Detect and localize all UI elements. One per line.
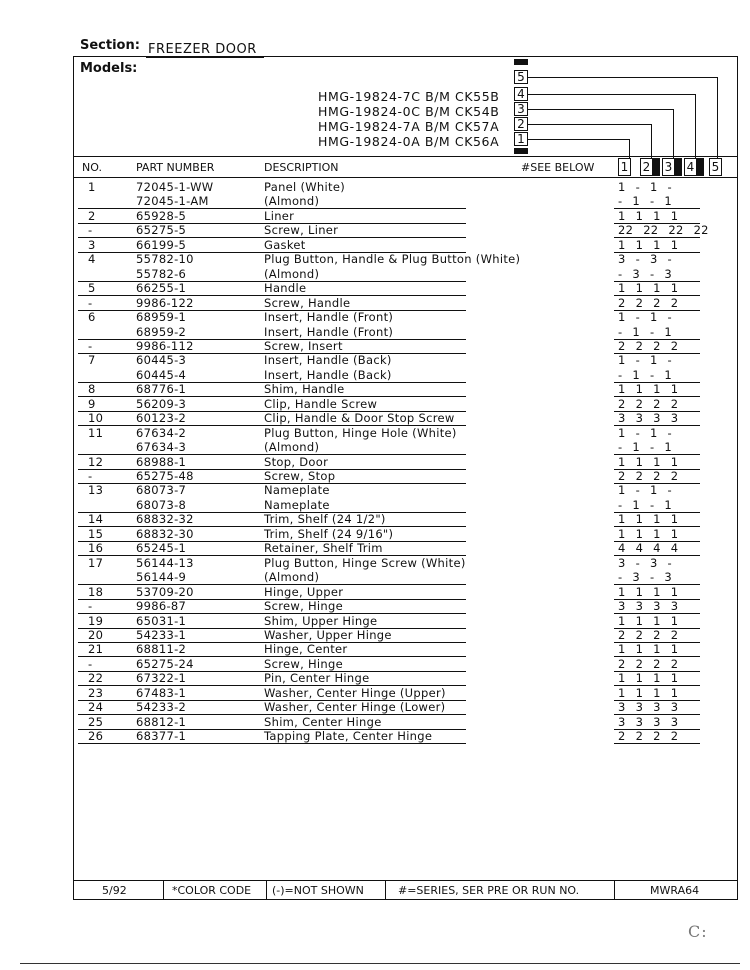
leader-drop-4 [695,94,696,158]
row-item-number: 5 [88,281,96,295]
column-box-divider [653,158,660,176]
leader-line-5 [528,77,717,78]
row-description: Panel (White) [264,180,345,194]
header-no: NO. [82,161,102,174]
row-part-number: 66255-1 [136,281,187,295]
row-part-number: 68811-2 [136,642,187,656]
row-quantities: 1 - 1 - [618,310,672,324]
row-item-number: 21 [88,642,104,656]
row-quantities: 3 3 3 3 [618,700,679,714]
row-item-number: 16 [88,541,104,555]
row-quantities: 1 1 1 1 [618,281,679,295]
row-description: Pin, Center Hinge [264,671,370,685]
column-box-divider [697,158,704,176]
selector-box-2: 2 [514,117,528,131]
row-item-number: - [88,657,93,671]
row-description: (Almond) [264,570,320,584]
row-item-number: 10 [88,411,104,425]
row-quantities: 1 1 1 1 [618,238,679,252]
row-quantities: 2 2 2 2 [618,469,679,483]
row-quantities: 1 1 1 1 [618,686,679,700]
row-quantities: 1 1 1 1 [618,527,679,541]
row-description: Screw, Stop [264,469,336,483]
row-quantities: 2 2 2 2 [618,729,679,743]
column-box-1: 1 [618,158,631,176]
leader-drop-3 [673,109,674,158]
row-quantities: - 1 - 1 [618,368,672,382]
row-quantities: 3 - 3 - [618,556,672,570]
row-description: Shim, Upper Hinge [264,614,378,628]
row-quantities: 3 3 3 3 [618,599,679,613]
row-quantities: 1 - 1 - [618,426,672,440]
row-item-number: 3 [88,238,96,252]
model-line-2: HMG-19824-0C B/M CK54B [318,104,500,119]
row-description: Plug Button, Hinge Hole (White) [264,426,457,440]
row-part-number: 68377-1 [136,729,187,743]
row-part-number: 60445-3 [136,353,187,367]
selector-box-4: 4 [514,87,528,101]
selector-cap-bottom [514,148,528,154]
row-quantities: 1 - 1 - [618,353,672,367]
row-part-number: 68073-8 [136,498,187,512]
footer-not-shown: (-)=NOT SHOWN [272,884,364,897]
row-part-number: 67634-3 [136,440,187,454]
row-description: Shim, Center Hinge [264,715,382,729]
row-item-number: 22 [88,671,104,685]
row-description: Plug Button, Handle & Plug Button (White) [264,252,521,266]
row-quantities: 1 - 1 - [618,483,672,497]
header-see-below: #SEE BELOW [521,161,595,174]
section-title: FREEZER DOOR [148,42,257,57]
row-rule [78,743,466,744]
row-quantities: 1 1 1 1 [618,614,679,628]
row-quantities: - 1 - 1 [618,194,672,208]
row-description: Washer, Center Hinge (Lower) [264,700,446,714]
row-quantities: 1 1 1 1 [618,382,679,396]
row-part-number: 60445-4 [136,368,187,382]
footer-divider [266,880,267,900]
row-description: Insert, Handle (Front) [264,325,394,339]
row-part-number: 67483-1 [136,686,187,700]
row-item-number: - [88,599,93,613]
header-part-number: PART NUMBER [136,161,215,174]
row-description: Plug Button, Hinge Screw (White) [264,556,466,570]
row-description: (Almond) [264,194,320,208]
footer-series: #=SERIES, SER PRE OR RUN NO. [398,884,580,897]
footer-date: 5/92 [102,884,127,897]
row-quantities: 2 2 2 2 [618,628,679,642]
row-part-number: 65031-1 [136,614,187,628]
header-rule-top [74,156,737,157]
row-part-number: 72045-1-WW [136,180,214,194]
row-item-number: - [88,296,93,310]
row-item-number: 25 [88,715,104,729]
row-description: Clip, Handle Screw [264,397,378,411]
row-part-number: 68073-7 [136,483,187,497]
row-item-number: 7 [88,353,96,367]
leader-line-4 [528,94,695,95]
row-part-number: 68776-1 [136,382,187,396]
model-line-4: HMG-19824-0A B/M CK56A [318,134,500,149]
row-item-number: 9 [88,397,96,411]
leader-line-2 [528,124,651,125]
leader-line-1 [528,139,629,140]
row-part-number: 66199-5 [136,238,187,252]
row-quantities: 1 1 1 1 [618,671,679,685]
row-quantities: 22 22 22 22 [618,223,709,237]
column-box-4: 4 [684,158,697,176]
row-description: Shim, Handle [264,382,345,396]
row-quantities: 2 2 2 2 [618,296,679,310]
footer-divider [163,880,164,900]
row-item-number: 20 [88,628,104,642]
row-description: Hinge, Upper [264,585,344,599]
row-quantities: - 3 - 3 [618,267,672,281]
row-part-number: 9986-112 [136,339,194,353]
row-part-number: 54233-1 [136,628,187,642]
row-description: Handle [264,281,307,295]
row-item-number: 2 [88,209,96,223]
model-line-1: HMG-19824-7C B/M CK55B [318,89,500,104]
row-part-number: 54233-2 [136,700,187,714]
row-quantities: 3 - 3 - [618,252,672,266]
row-description: Washer, Upper Hinge [264,628,392,642]
column-box-2: 2 [640,158,653,176]
row-item-number: 8 [88,382,96,396]
row-item-number: 15 [88,527,104,541]
leader-line-3 [528,109,673,110]
row-description: (Almond) [264,267,320,281]
row-part-number: 68812-1 [136,715,187,729]
row-item-number: 12 [88,455,104,469]
row-item-number: 26 [88,729,104,743]
selector-box-1: 1 [514,132,528,146]
row-item-number: 11 [88,426,104,440]
leader-drop-2 [651,124,652,158]
row-quantities: 1 1 1 1 [618,512,679,526]
row-item-number: 24 [88,700,104,714]
row-description: Screw, Hinge [264,657,343,671]
row-quantities: 1 1 1 1 [618,642,679,656]
row-part-number: 68959-1 [136,310,187,324]
row-description: Stop, Door [264,455,329,469]
row-part-number: 65245-1 [136,541,187,555]
row-quantities: - 1 - 1 [618,325,672,339]
row-quantities: 1 1 1 1 [618,455,679,469]
row-quantities: 1 1 1 1 [618,585,679,599]
row-part-number: 68959-2 [136,325,187,339]
row-description: Insert, Handle (Back) [264,368,392,382]
row-part-number: 56209-3 [136,397,187,411]
row-description: Clip, Handle & Door Stop Screw [264,411,455,425]
row-part-number: 56144-9 [136,570,187,584]
row-item-number: 4 [88,252,96,266]
header-description: DESCRIPTION [264,161,339,174]
row-description: Screw, Handle [264,296,351,310]
section-label: Section: [80,38,140,53]
row-description: Screw, Insert [264,339,343,353]
row-part-number: 68988-1 [136,455,187,469]
page-bottom-rule [20,963,740,964]
row-quantities: 1 1 1 1 [618,209,679,223]
row-item-number: 1 [88,180,96,194]
row-quantities: 4 4 4 4 [618,541,679,555]
row-part-number: 55782-10 [136,252,194,266]
footer-divider [614,880,615,900]
row-part-number: 65928-5 [136,209,187,223]
row-description: Washer, Center Hinge (Upper) [264,686,446,700]
header-rule-bottom [74,177,737,178]
row-quantities: 2 2 2 2 [618,339,679,353]
row-quantities: 1 - 1 - [618,180,672,194]
column-box-divider [675,158,682,176]
selector-box-3: 3 [514,102,528,116]
row-quantities: 2 2 2 2 [618,657,679,671]
row-item-number: 18 [88,585,104,599]
row-part-number: 67634-2 [136,426,187,440]
row-part-number: 56144-13 [136,556,194,570]
row-part-number: 65275-48 [136,469,194,483]
models-label: Models: [80,61,138,76]
row-description: Insert, Handle (Back) [264,353,392,367]
row-item-number: 13 [88,483,104,497]
row-description: Insert, Handle (Front) [264,310,394,324]
row-quantities: - 1 - 1 [618,498,672,512]
row-description: Liner [264,209,295,223]
model-line-3: HMG-19824-7A B/M CK57A [318,119,500,134]
row-rule-qty [614,743,700,744]
footer-divider [385,880,386,900]
row-description: Hinge, Center [264,642,348,656]
row-item-number: 14 [88,512,104,526]
row-description: Screw, Liner [264,223,339,237]
row-item-number: 19 [88,614,104,628]
row-description: Nameplate [264,498,330,512]
row-item-number: 6 [88,310,96,324]
row-description: Gasket [264,238,306,252]
row-part-number: 9986-122 [136,296,194,310]
column-box-3: 3 [662,158,675,176]
selector-cap-top [514,59,528,65]
row-part-number: 67322-1 [136,671,187,685]
leader-drop-5 [717,77,718,158]
row-part-number: 65275-5 [136,223,187,237]
row-quantities: 2 2 2 2 [618,397,679,411]
row-item-number: - [88,223,93,237]
row-description: (Almond) [264,440,320,454]
footer-rule [74,880,737,881]
row-quantities: 3 3 3 3 [618,715,679,729]
row-part-number: 53709-20 [136,585,194,599]
row-part-number: 9986-87 [136,599,187,613]
selector-box-5: 5 [514,70,528,84]
row-item-number: - [88,469,93,483]
row-part-number: 68832-32 [136,512,194,526]
row-quantities: - 1 - 1 [618,440,672,454]
row-description: Retainer, Shelf Trim [264,541,383,555]
row-quantities: 3 3 3 3 [618,411,679,425]
column-box-5: 5 [709,158,722,176]
corner-mark: C: [688,922,708,941]
row-description: Nameplate [264,483,330,497]
row-part-number: 72045-1-AM [136,194,209,208]
footer-doc-id: MWRA64 [650,884,700,897]
footer-color-code: *COLOR CODE [172,884,252,897]
row-item-number: 17 [88,556,104,570]
row-description: Tapping Plate, Center Hinge [264,729,433,743]
row-item-number: 23 [88,686,104,700]
row-description: Trim, Shelf (24 9/16") [264,527,394,541]
row-description: Screw, Hinge [264,599,343,613]
row-quantities: - 3 - 3 [618,570,672,584]
row-part-number: 68832-30 [136,527,194,541]
row-part-number: 60123-2 [136,411,187,425]
row-part-number: 65275-24 [136,657,194,671]
row-part-number: 55782-6 [136,267,187,281]
row-description: Trim, Shelf (24 1/2") [264,512,386,526]
row-item-number: - [88,339,93,353]
